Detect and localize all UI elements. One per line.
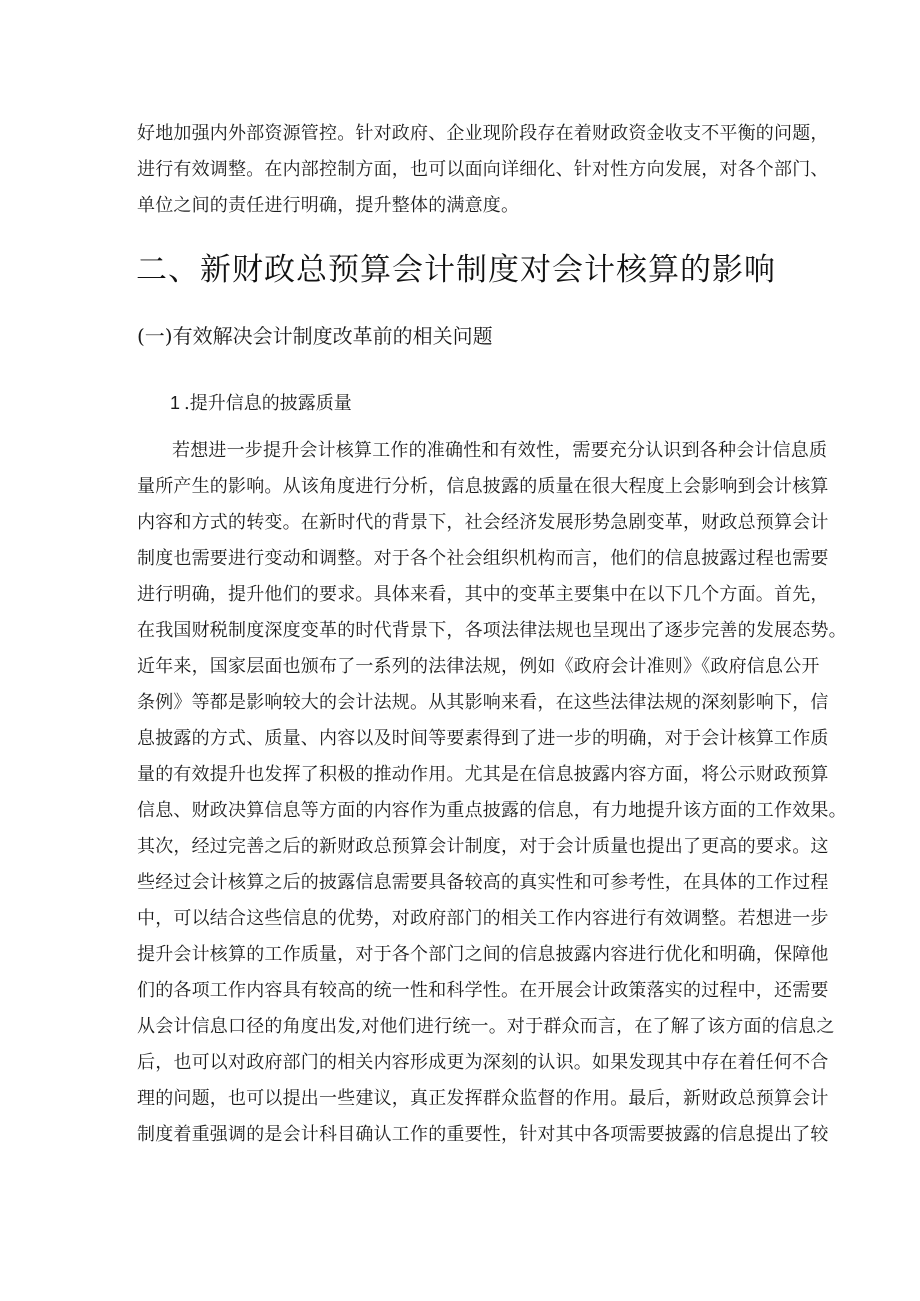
paragraph-line: 单位之间的责任进行明确，提升整体的满意度。 [137, 195, 520, 216]
paragraph-line: 若想进一步提升会计核算工作的准确性和有效性，需要充分认识到各种会计信息质 [172, 440, 828, 461]
paragraph-line: 些经过会计核算之后的披露信息需要具备较高的真实性和可参考性，在具体的工作过程 [137, 872, 829, 893]
paragraph-line: 量的有效提升也发挥了积极的推动作用。尤其是在信息披露内容方面，将公示财政预算 [137, 764, 829, 785]
paragraph-line: 理的问题，也可以提出一些建议，真正发挥群众监督的作用。最后，新财政总预算会计 [137, 1088, 829, 1109]
item-number: 1 [170, 393, 181, 413]
paragraph-line: 好地加强内外部资源管控。针对政府、企业现阶段存在着财政资金收支不平衡的问题， [137, 123, 829, 144]
paragraph-line: 制度着重强调的是会计科目确认工作的重要性，针对其中各项需要披露的信息提出了较 [137, 1124, 829, 1145]
subsection-heading: (一)有效解决会计制度改革前的相关问题 [137, 324, 493, 348]
paragraph-line: 们的各项工作内容具有较高的统一性和科学性。在开展会计政策落实的过程中，还需要 [137, 980, 829, 1001]
paragraph-line: 进行明确，提升他们的要求。具体来看，其中的变革主要集中在以下几个方面。首先， [137, 584, 829, 605]
paragraph-line: 提升会计核算的工作质量，对于各个部门之间的信息披露内容进行优化和明确，保障他 [137, 944, 829, 965]
paragraph-line: 制度也需要进行变动和调整。对于各个社会组织机构而言，他们的信息披露过程也需要 [137, 548, 829, 569]
section-heading: 二、新财政总预算会计制度对会计核算的影响 [136, 252, 776, 288]
paragraph-line: 息披露的方式、质量、内容以及时间等要素得到了进一步的明确，对于会计核算工作质 [137, 728, 829, 749]
paragraph-line: 中，可以结合这些信息的优势，对政府部门的相关工作内容进行有效调整。若想进一步 [137, 908, 829, 929]
paragraph-line: 从会计信息口径的角度出发,对他们进行统一。对于群众而言，在了解了该方面的信息之 [137, 1016, 835, 1037]
paragraph-line: 进行有效调整。在内部控制方面，也可以面向详细化、针对性方向发展，对各个部门、 [137, 159, 829, 180]
paragraph-line: 其次，经过完善之后的新财政总预算会计制度，对于会计质量也提出了更高的要求。这 [137, 836, 829, 857]
item-heading [170, 391, 352, 416]
paragraph-line: 在我国财税制度深度变革的时代背景下，各项法律法规也呈现出了逐步完善的发展态势。 [137, 620, 847, 641]
paragraph-line: 量所产生的影响。从该角度进行分析，信息披露的质量在很大程度上会影响到会计核算 [137, 476, 829, 497]
paragraph-line: 近年来，国家层面也颁布了一系列的法律法规，例如《政府会计准则》《政府信息公开 [137, 656, 820, 677]
paragraph-line: 后，也可以对政府部门的相关内容形成更为深刻的认识。如果发现其中存在着任何不合 [137, 1052, 829, 1073]
item-heading-text: .提升信息的披露质量 [184, 393, 352, 414]
paragraph-line: 内容和方式的转变。在新时代的背景下，社会经济发展形势急剧变革，财政总预算会计 [137, 512, 829, 533]
paragraph-line: 信息、财政决算信息等方面的内容作为重点披露的信息，有力地提升该方面的工作效果。 [137, 800, 847, 821]
paragraph-line: 条例》等都是影响较大的会计法规。从其影响来看，在这些法律法规的深刻影响下，信 [137, 692, 829, 713]
